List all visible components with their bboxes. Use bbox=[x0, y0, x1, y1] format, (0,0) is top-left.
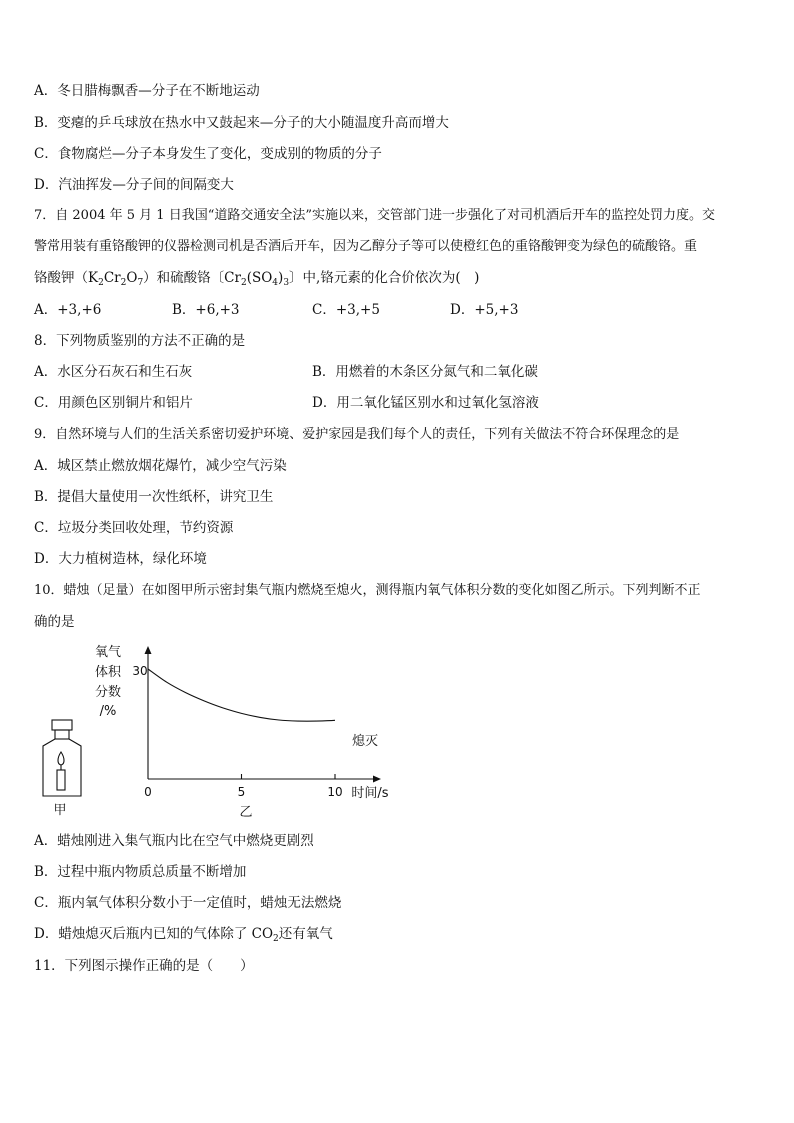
q7-stem-line3: 铬酸钾$(K_2Cr_2O_7)$和硫酸铬〔$Cr_2(SO_4)_3$〕中,铬元素的化合价依次为( ) bbox=[34, 270, 480, 288]
oxygen-curve bbox=[148, 669, 335, 721]
q9-option-b: B．提倡大量使用一次性纸杯，讲究卫生 bbox=[34, 489, 274, 505]
q9-option-a: A．城区禁止燃放烟花爆竹，减少空气污染 bbox=[34, 458, 287, 474]
q8-option-d: D．用二氧化锰区别水和过氧化氢溶液 bbox=[312, 395, 539, 411]
q6-option-d: D．汽油挥发—分子间的间隔变大 bbox=[34, 177, 234, 193]
q8-option-a: A．水区分石灰石和生石灰 bbox=[34, 364, 193, 380]
flame-icon bbox=[58, 752, 64, 765]
chart-axes bbox=[145, 646, 382, 783]
q9-option-d: D．大力植树造林，绿化环境 bbox=[34, 551, 207, 567]
q7-stem-line2: 警常用装有重铬酸钾的仪器检测司机是否酒后开车，因为乙醇分子等可以使橙红色的重铬酸钾变为绿色的硫酸铬。重 bbox=[34, 239, 698, 254]
x-tick-10: 10 bbox=[327, 785, 343, 799]
bottle-neck bbox=[55, 730, 69, 739]
q8-stem: 8．下列物质鉴别的方法不正确的是 bbox=[34, 333, 246, 349]
bottle-body bbox=[43, 739, 81, 796]
y-label-line-1: 氧气 bbox=[94, 645, 122, 660]
x-axis-arrow bbox=[373, 776, 381, 783]
q7-option-a: A．+3,+6 bbox=[34, 302, 102, 318]
y-tick-30: 30 bbox=[132, 664, 148, 678]
bottle-label: 甲 bbox=[53, 803, 67, 818]
q10-stem-line1: 10．蜡烛（足量）在如图甲所示密封集气瓶内燃烧至熄火，测得瓶内氧气体积分数的变化如图乙所示。下列判断不正 bbox=[34, 583, 701, 598]
q7-stem-line1: 7．自 2004 年 5 月 1 日我国“道路交通安全法”实施以来，交管部门进一步强化了对司机酒后开车的监控处罚力度。交 bbox=[34, 208, 715, 223]
y-label-line-2: 体积 bbox=[94, 665, 122, 680]
q6-option-c: C．食物腐烂—分子本身发生了变化，变成别的物质的分子 bbox=[34, 146, 382, 162]
q7-option-b: B．+6,+3 bbox=[172, 302, 240, 318]
x-tick-5: 5 bbox=[237, 785, 246, 799]
q6-option-b: B．变瘪的乒乓球放在热水中又鼓起来—分子的大小随温度升高而增大 bbox=[34, 115, 449, 131]
q10-option-c: C．瓶内氧气体积分数小于一定值时，蜡烛无法燃烧 bbox=[34, 895, 342, 911]
q10-option-a: A．蜡烛刚进入集气瓶内比在空气中燃烧更剧烈 bbox=[34, 833, 314, 849]
q9-stem: 9．自然环境与人们的生活关系密切爱护环境、爱护家园是我们每个人的责任，下列有关做法不符合环保理念的是 bbox=[34, 427, 680, 442]
candle-icon bbox=[57, 770, 65, 790]
q7-option-d: D．+5,+3 bbox=[450, 302, 519, 318]
y-axis-arrow bbox=[145, 646, 152, 654]
q8-option-b: B．用燃着的木条区分氮气和二氧化碳 bbox=[312, 364, 538, 380]
q6-option-a: A．冬日腊梅飘香—分子在不断地运动 bbox=[34, 83, 260, 99]
q7-option-c: C．+3,+5 bbox=[312, 302, 380, 318]
curve-label: 熄灭 bbox=[352, 734, 379, 749]
gas-bottle-icon bbox=[43, 720, 81, 796]
q10-stem-line2: 确的是 bbox=[34, 614, 75, 630]
q10-option-d: D．蜡烛熄灭后瓶内已知的气体除了 $CO_2$还有氧气 bbox=[34, 926, 333, 944]
y-label-line-4: /% bbox=[99, 704, 117, 719]
q10-option-b: B．过程中瓶内物质总质量不断增加 bbox=[34, 864, 247, 880]
chart-label: 乙 bbox=[239, 805, 253, 820]
x-tick-0: 0 bbox=[144, 785, 152, 799]
q8-option-c: C．用颜色区别铜片和铝片 bbox=[34, 395, 193, 411]
x-axis-label: 时间/s bbox=[351, 786, 389, 801]
y-label-line-3: 分数 bbox=[94, 685, 122, 700]
y-axis-label bbox=[95, 645, 122, 719]
q9-option-c: C．垃圾分类回收处理，节约资源 bbox=[34, 520, 234, 536]
q11-stem: 11．下列图示操作正确的是（ ） bbox=[34, 958, 254, 974]
bottle-stopper bbox=[52, 720, 72, 730]
